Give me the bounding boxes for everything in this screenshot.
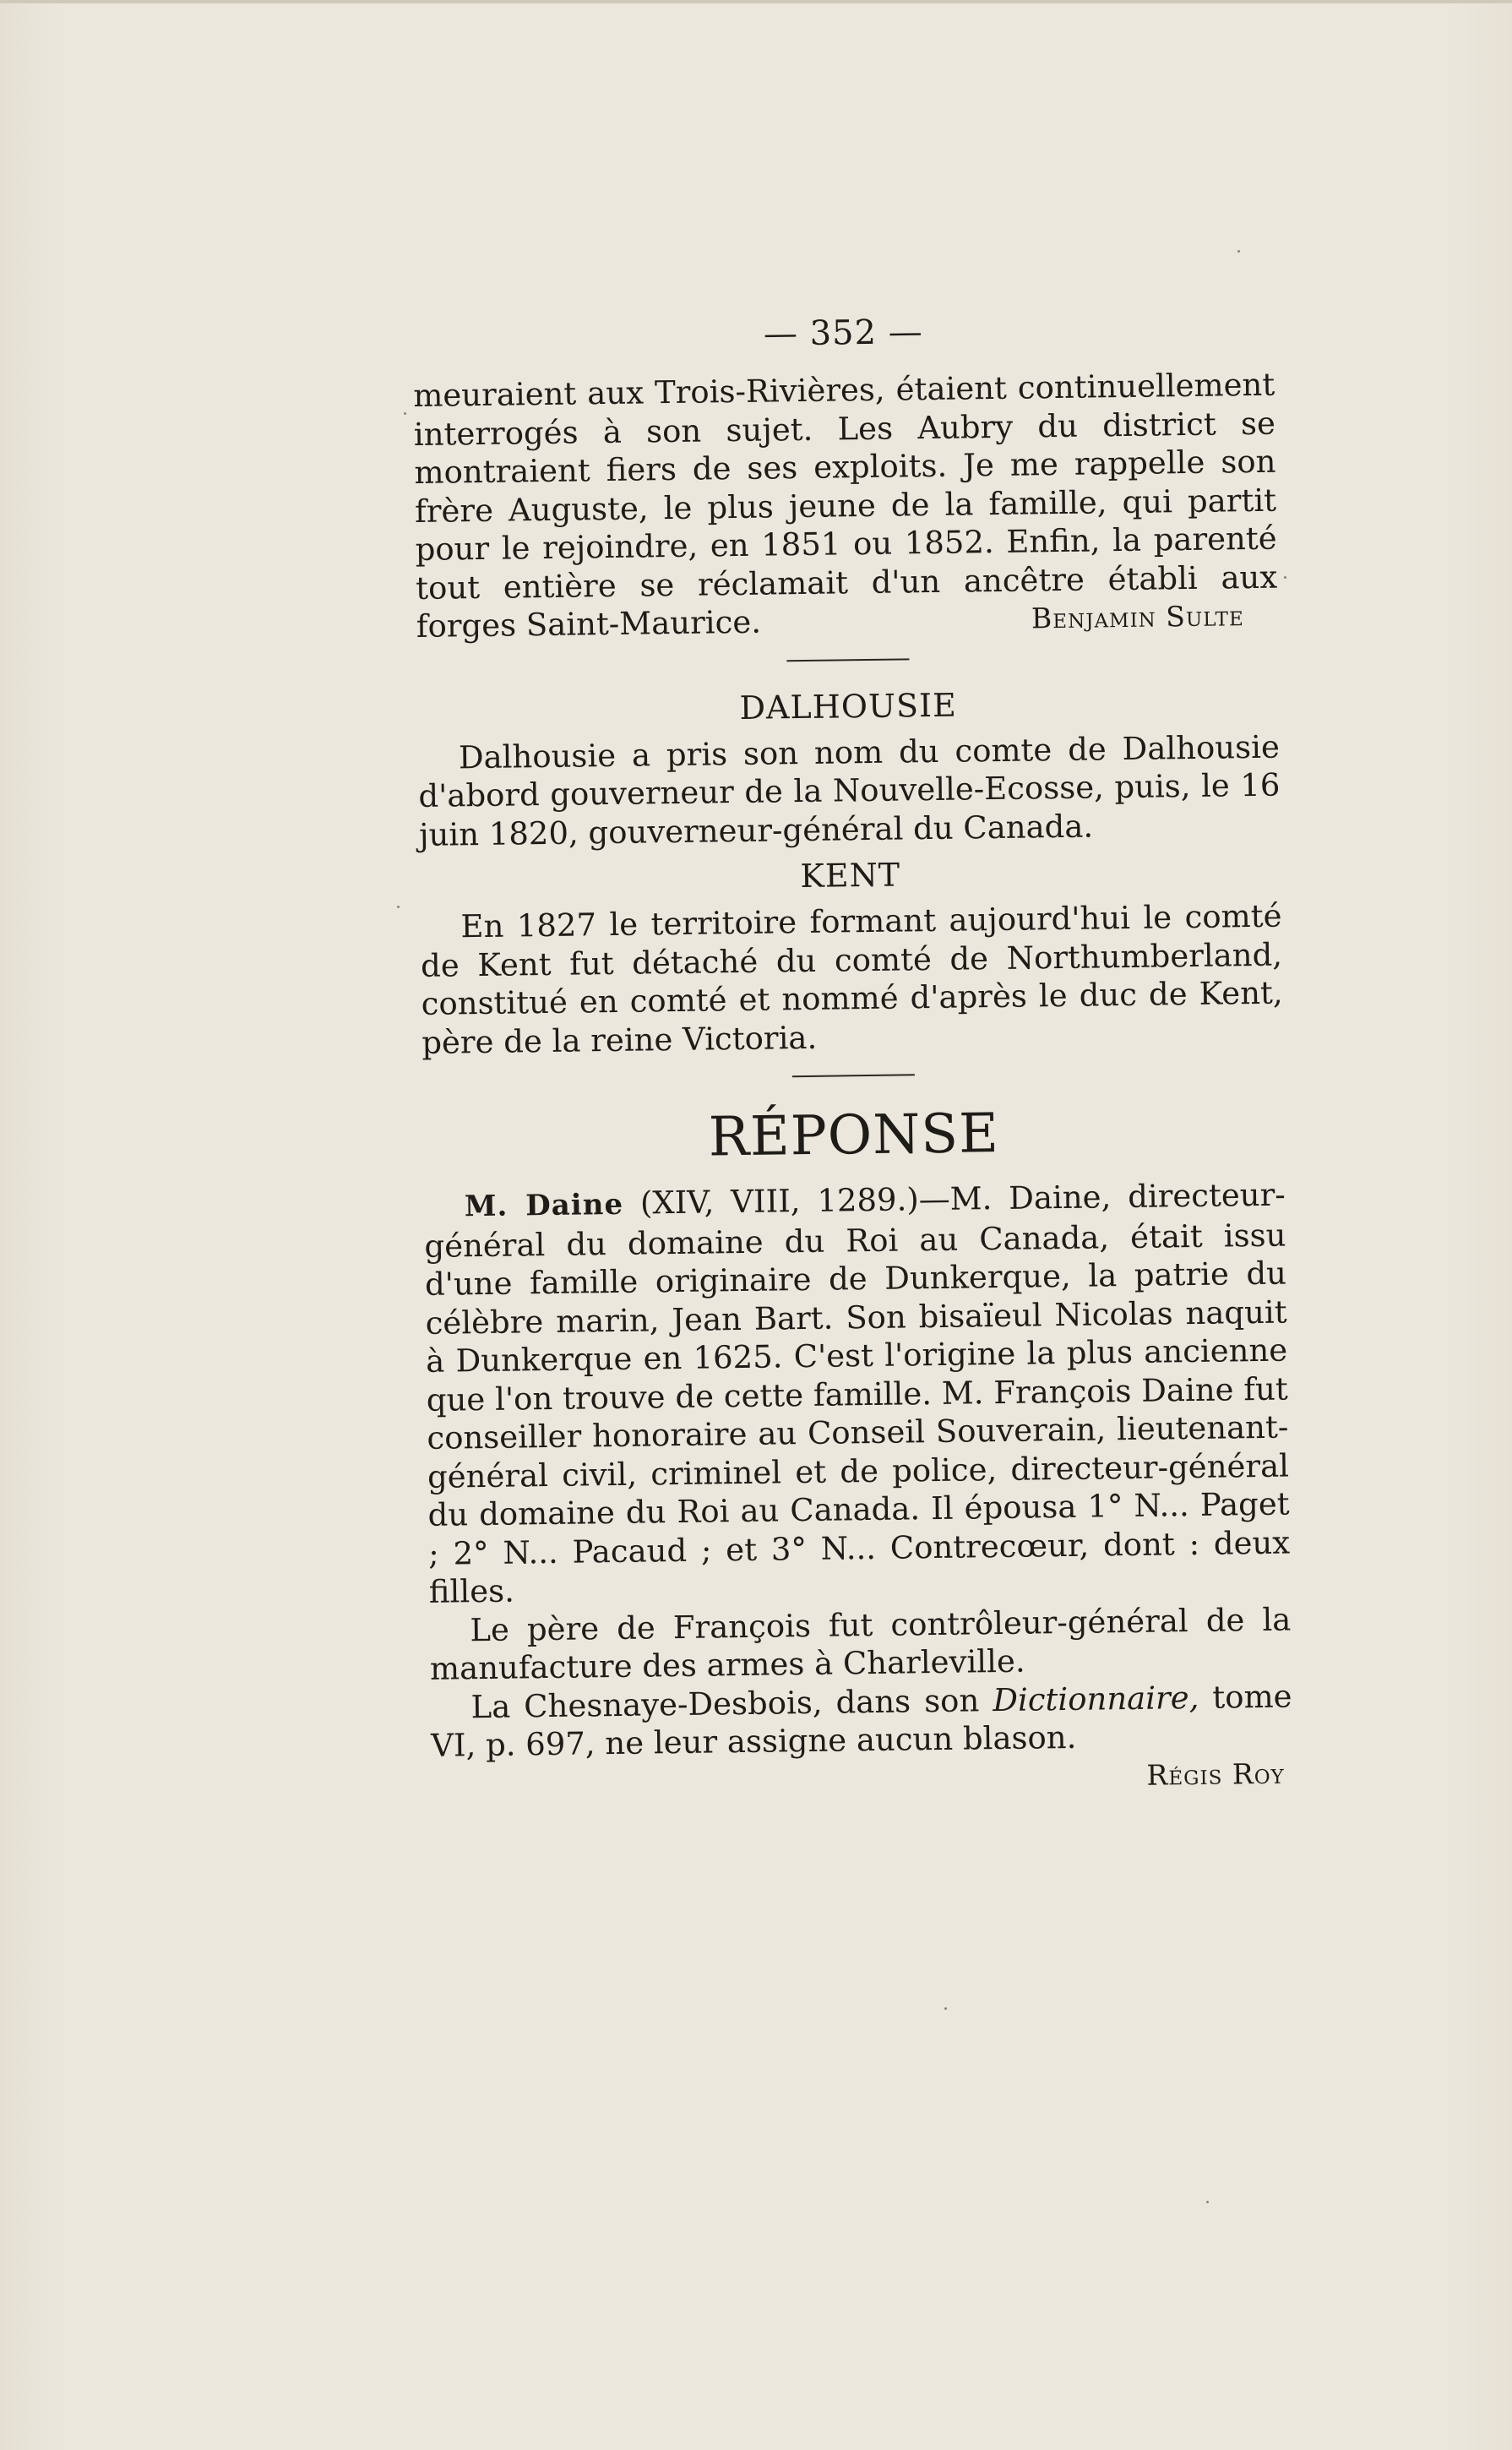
reponse-paragraph-3 [430, 1677, 1292, 1765]
reponse-lead-name: M. Daine [464, 1187, 624, 1224]
kent-paragraph: En 1827 le territoire formant aujourd'hui le comté de Kent fut détaché du comté de Northumberland, constitué en comté et nommé d'après le duc de Kent, père de la reine Victoria. [420, 897, 1283, 1061]
text-column [412, 302, 1293, 1804]
signature-regis-roy: Régis Roy [1146, 1756, 1285, 1792]
paper-speck [1284, 576, 1286, 579]
heading-reponse: RÉPONSE [708, 1102, 1000, 1169]
section-divider [786, 658, 909, 662]
heading-dalhousie: DALHOUSIE [739, 686, 958, 727]
paper-speck [397, 906, 400, 908]
heading-kent: KENT [800, 856, 901, 896]
signature-benjamin-sulte: Benjamin Sulte [1031, 599, 1245, 635]
page-number: — 352 — [763, 313, 924, 354]
reponse-paragraph-1-text: (XIV, VIII, 1289.)—M. Daine, directeur-général du domaine du Roi au Canada, était issu d'une famille originaire de Dunkerque, la patrie du célèbre marin, Jean Bart. Son bisaïeul Nicolas naquit à Dunkerque en 1625. C'est l'origine la plus ancienne que l'on trouve de cette famille. M. François Daine fut conseiller honoraire au Conseil Souverain, lieutenant-général civil, criminel et de police, directeur-général du domaine du Roi au Canada. Il épousa 1° N... Paget ; 2° N... Pacaud ; et 3° N... Contrecœur, dont : deux filles. [424, 1176, 1291, 1610]
reponse-paragraph-3-start: La Chesnaye-Desbois, dans son [470, 1681, 980, 1725]
dictionnaire-title: Dictionnaire, [992, 1679, 1199, 1718]
reponse-paragraph-2: Le père de François fut contrôleur-général de la manufacture des armes à Charleville. [429, 1601, 1292, 1687]
paper-speck [1237, 250, 1240, 253]
paper-speck [404, 412, 406, 415]
paper-speck [944, 2007, 947, 2010]
reponse-paragraph-3-end: tome VI, p. 697, ne leur assigne aucun blason. [430, 1678, 1292, 1764]
paper-speck [1206, 2201, 1209, 2203]
intro-paragraph: meuraient aux Trois-Rivières, étaient continuellement interrogés à son sujet. Les Aubry du district se montraient fiers de ses exploits. Je me rappelle son frère Auguste, le plus jeune de la famille, qui partit pour le rejoindre, en 1851 ou 1852. Enfin, la parenté tout entière se réclamait d'un ancêtre établi aux forges Saint-Maurice. [413, 366, 1278, 645]
section-divider [791, 1074, 914, 1077]
dalhousie-paragraph: Dalhousie a pris son nom du comte de Dalhousie d'abord gouverneur de la Nouvelle-Ecosse, puis, le 16 juin 1820, gouverneur-général du Canada. [418, 728, 1281, 853]
page-top-edge [0, 0, 1512, 3]
reponse-paragraph-1 [424, 1176, 1291, 1612]
